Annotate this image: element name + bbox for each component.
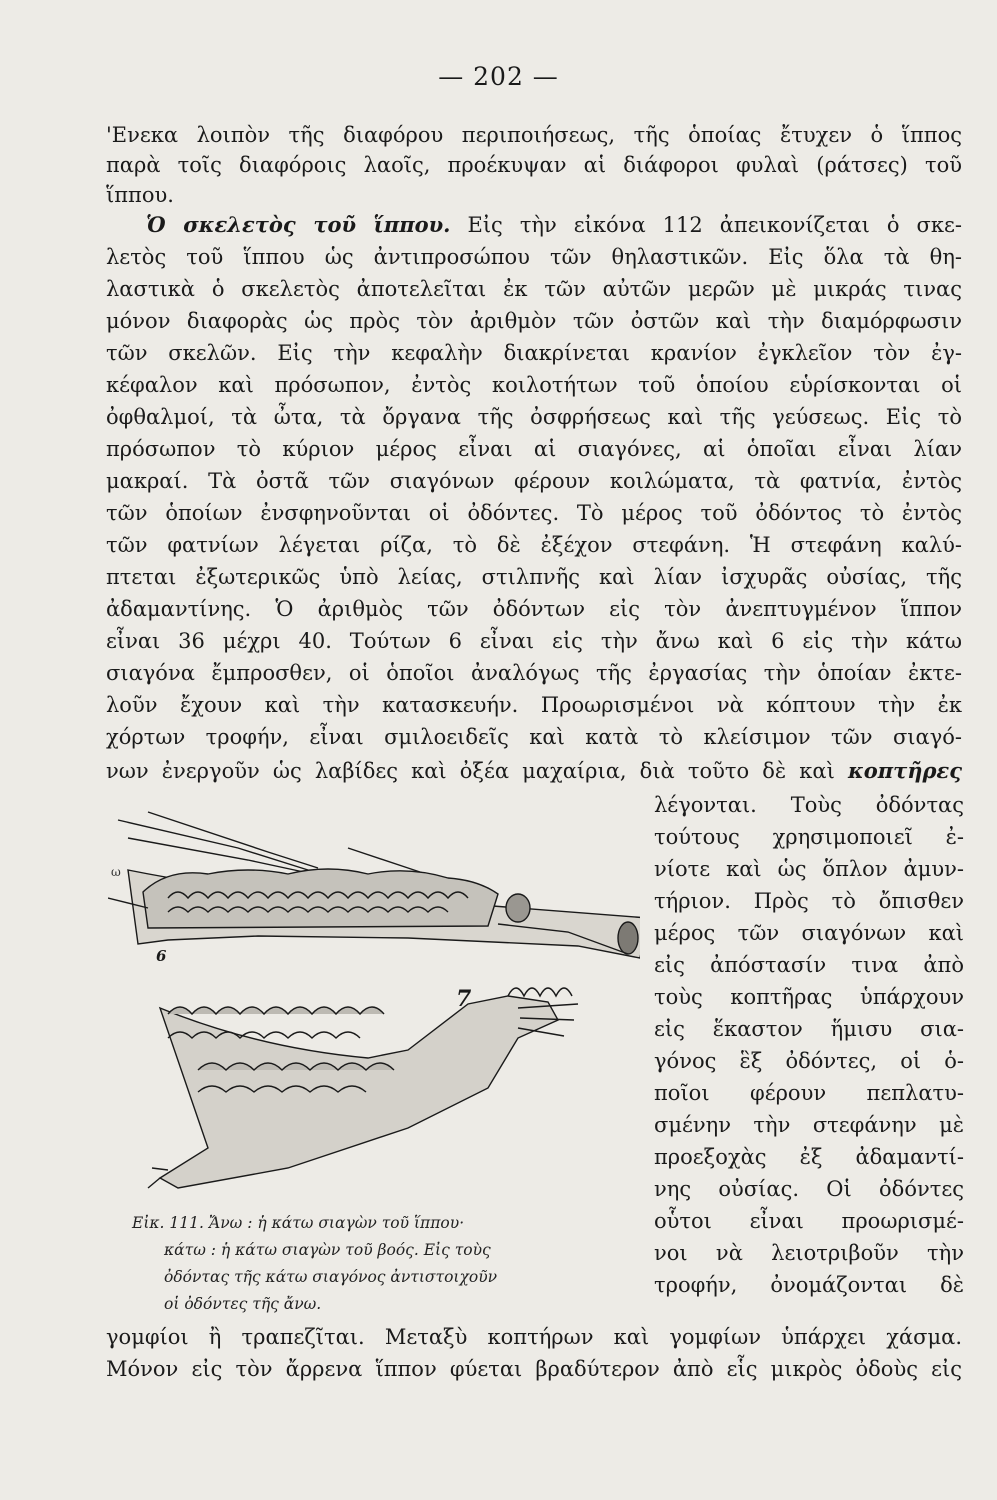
text-line: εἰς ἕκαστον ἥμισυ σια- <box>654 1017 964 1041</box>
text-line: νης οὐσίας. Οἱ ὀδόντες <box>654 1177 964 1201</box>
section-heading-line <box>106 208 962 242</box>
text-line: Εἰς τὴν εἰκόνα 112 ἀπεικονίζεται ὁ σκε- <box>467 213 962 237</box>
text-line: σμένην τὴν στεφάνην μὲ <box>654 1113 964 1137</box>
figure-label-7: 7 <box>456 986 472 1012</box>
text-line: νων ἐνεργοῦν ὡς λαβίδες καὶ ὀξέα μαχαίρια, διὰ τοῦτο δὲ καὶ κοπτῆρες <box>106 758 962 783</box>
text-line: τούτους χρησιμοποιεῖ ἐ- <box>654 825 964 849</box>
text-line: λέγονται. Τοὺς ὀδόντας <box>654 793 964 817</box>
text-line: τῶν σκελῶν. Εἰς τὴν κεφαλὴν διακρίνεται κρανίον ἐγκλεῖον τὸν ἐγ- <box>106 341 962 365</box>
section-heading: Ὁ σκελετὸς τοῦ ἵππου. <box>146 212 451 237</box>
ox-jaw-drawing <box>148 988 578 1188</box>
text-line: τῶν ὁποίων ἐνσφηνοῦνται οἱ ὀδόντες. Τὸ μέρος τοῦ ὀδόντος τὸ ἐντὸς <box>106 501 962 525</box>
figure-label-6: 6 <box>156 947 167 965</box>
caption-line: κάτω : ἡ κάτω σιαγὼν τοῦ βοός. Εἰς τοὺς <box>164 1241 491 1259</box>
text-line: οὗτοι εἶναι προωρισμέ- <box>654 1209 964 1233</box>
text-line: εἰς ἀπόστασίν τινα ἀπὸ <box>654 953 964 977</box>
text-line: πρόσωπον τὸ κύριον μέρος εἶναι αἱ σιαγόνες, αἱ ὁποῖαι εἶναι λίαν <box>106 437 962 461</box>
text-line: προεξοχὰς ἐξ ἀδαμαντί- <box>654 1145 964 1169</box>
text-line: τήριον. Πρὸς τὸ ὄπισθεν <box>654 889 964 913</box>
text-line: μέρος τῶν σιαγόνων καὶ <box>654 921 964 945</box>
jaw-illustration <box>108 808 640 1203</box>
text-line: ὀφθαλμοί, τὰ ὦτα, τὰ ὄργανα τῆς ὀσφρήσεως καὶ τῆς γεύσεως. Εἰς τὸ <box>106 405 962 429</box>
term-koptires: κοπτῆρες <box>847 758 962 783</box>
horse-jaw-drawing <box>108 812 640 958</box>
text-line: Μόνον εἰς τὸν ἄρρενα ἵππον φύεται βραδύτερον ἀπὸ εἷς μικρὸς ὀδοὺς εἰς <box>106 1357 962 1381</box>
text-line: εἶναι 36 μέχρι 40. Τούτων 6 εἶναι εἰς τὴν ἄνω καὶ 6 εἰς τὴν κάτω <box>106 629 962 653</box>
text-line: ἀδαμαντίνης. Ὁ ἀριθμὸς τῶν ὀδόντων εἰς τὸν ἀνεπτυγμένον ἵππον <box>106 597 962 621</box>
text-line: σιαγόνα ἔμπροσθεν, οἱ ὁποῖοι ἀναλόγως τῆς ἐργασίας τὴν ὁποίαν ἐκτε- <box>106 661 962 685</box>
caption-line: ὀδόντας τῆς κάτω σιαγόνος ἀντιστοιχοῦν <box>164 1268 498 1286</box>
caption-line: οἱ ὀδόντες τῆς ἄνω. <box>164 1295 322 1313</box>
text-line: κέφαλον καὶ πρόσωπον, ἐντὸς κοιλοτήτων τοῦ ὁποίου εὑρίσκονται οἱ <box>106 373 962 397</box>
text-line: χόρτων τροφήν, εἶναι σμιλοειδεῖς καὶ κατὰ τὸ κλείσιμον τῶν σιαγό- <box>106 725 962 749</box>
text-line: τοὺς κοπτῆρας ὑπάρχουν <box>654 985 964 1009</box>
text-line: μόνον διαφορὰς ὡς πρὸς τὸν ἀριθμὸν τῶν ὀστῶν καὶ τὴν διαμόρφωσιν <box>106 309 962 333</box>
text-line: ἵππου. <box>106 183 174 207</box>
figure-mark: ω <box>111 865 121 879</box>
caption-line: Εἰκ. 111. Ἄνω : ἡ κάτω σιαγὼν τοῦ ἵππου· <box>132 1214 465 1232</box>
text-line: πτεται ἐξωτερικῶς ὑπὸ λείας, στιλπνῆς καὶ λίαν ἰσχυρᾶς οὐσίας, τῆς <box>106 565 962 589</box>
text-line: λοῦν ἔχουν καὶ τὴν κατασκευήν. Προωρισμένοι νὰ κόπτουν τὴν ἐκ <box>106 693 962 717</box>
text-line: γομφίοι ἢ τραπεζῖται. Μεταξὺ κοπτήρων καὶ γομφίων ὑπάρχει χάσμα. <box>106 1325 962 1349</box>
text-line: μακραί. Τὰ ὀστᾶ τῶν σιαγόνων φέρουν κοιλώματα, τὰ φατνία, ἐντὸς <box>106 469 962 493</box>
text-line: λετὸς τοῦ ἵππου ὡς ἀντιπροσώπου τῶν θηλαστικῶν. Εἰς ὅλα τὰ θη- <box>106 245 962 269</box>
text-line: παρὰ τοῖς διαφόροις λαοῖς, προέκυψαν αἱ διάφοροι φυλαὶ (ράτσες) τοῦ <box>106 153 962 177</box>
text-line: ποῖοι φέρουν πεπλατυ- <box>654 1081 964 1105</box>
text-line: τῶν φατνίων λέγεται ρίζα, τὸ δὲ ἐξέχον στεφάνη. Ἡ στεφάνη καλύ- <box>106 533 962 557</box>
text-line: τροφήν, ὀνομάζονται δὲ <box>654 1273 964 1297</box>
text-line: γόνος ἓξ ὀδόντες, οἱ ὁ- <box>654 1049 964 1073</box>
text-line: νίοτε καὶ ὡς ὅπλον ἀμυν- <box>654 857 964 881</box>
text-line: 'Ενεκα λοιπὸν τῆς διαφόρου περιποιήσεως, τῆς ὁποίας ἔτυχεν ὁ ἵππος <box>106 123 962 147</box>
text-line: λαστικὰ ὁ σκελετὸς ἀποτελεῖται ἐκ τῶν αὐτῶν μερῶν μὲ μικράς τινας <box>106 277 962 301</box>
figure-caption <box>132 1210 632 1318</box>
page-number: — 202 — <box>438 62 559 91</box>
text-line: νοι νὰ λειοτριβοῦν τὴν <box>654 1241 964 1265</box>
